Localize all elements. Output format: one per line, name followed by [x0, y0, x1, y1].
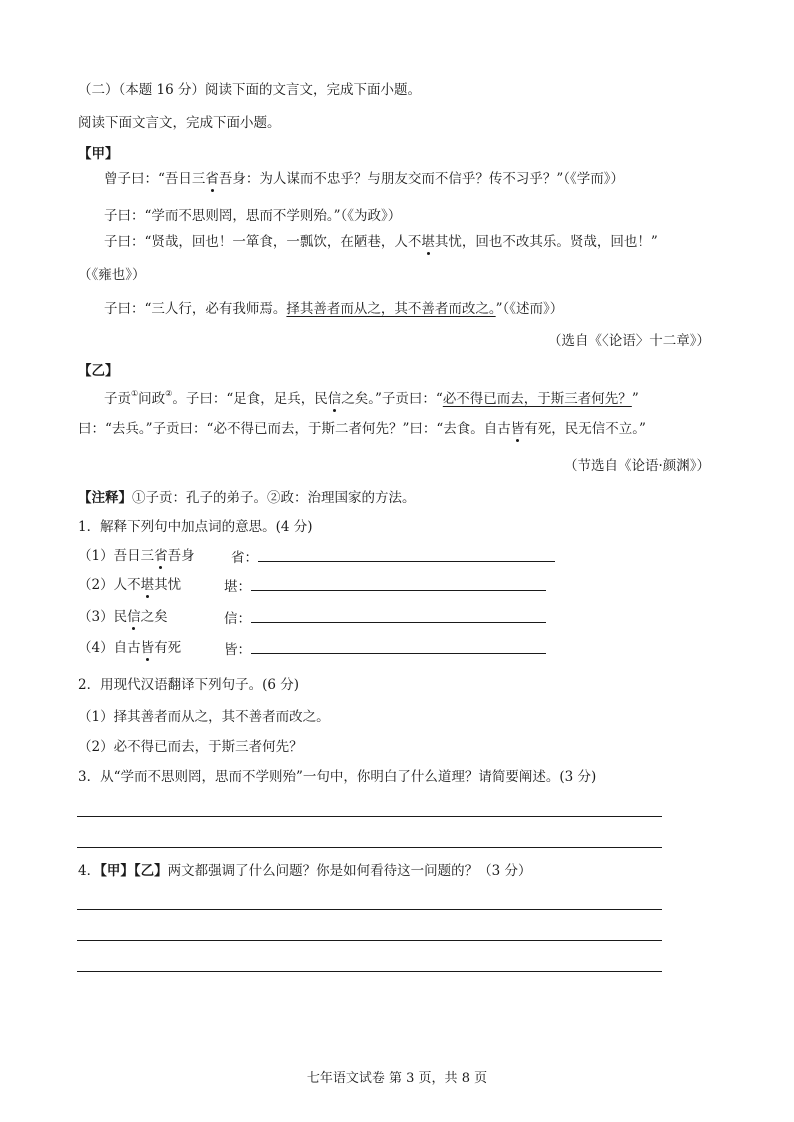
q1-answer-4	[224, 639, 546, 659]
q1-item-post: 吾身	[167, 548, 195, 564]
q1-item-pre: 吾日三	[113, 548, 155, 564]
answer-blank[interactable]	[251, 576, 546, 591]
yi-p1-c: 。子曰：“足食，足兵，民	[172, 391, 328, 407]
q1-answer-label: 堪：	[224, 579, 251, 595]
yi-paragraph-1	[104, 390, 639, 408]
q2-title: 2．用现代汉语翻译下列句子。(6 分)	[78, 677, 300, 693]
q2-item-2: （2）必不得已而去，于斯三者何先？	[78, 739, 303, 755]
jia-paragraph-4	[104, 300, 563, 318]
q1-answer-label: 省：	[231, 550, 258, 566]
dotted-char: 信	[127, 609, 141, 625]
q1-answer-2	[224, 576, 546, 596]
q4-text: 两文都强调了什么问题？你是如何看待这一问题的？（3 分）	[167, 863, 532, 879]
q1-item-4	[78, 639, 181, 657]
q1-answer-label: 皆：	[224, 642, 251, 658]
yi-p1-b: 问政	[138, 391, 166, 407]
yi-label: 【乙】	[78, 363, 119, 379]
answer-blank[interactable]	[251, 608, 546, 623]
page-footer: 七年语文试卷 第 3 页，共 8 页	[306, 1071, 488, 1086]
dotted-char-kan: 堪	[421, 234, 435, 250]
section-title: （二）（本题 16 分）阅读下面的文言文，完成下面小题。	[78, 82, 422, 98]
yi-p1-underlined: 必不得已而去，于斯三者何先？	[442, 391, 632, 407]
q1-item-num: （3）	[78, 609, 114, 625]
notes-label: 【注释】	[78, 490, 132, 506]
yi-p1-e: ”	[631, 391, 639, 407]
yi-source: （节选自《论语·颜渊》）	[563, 458, 710, 474]
note-mark-1: ①	[131, 389, 139, 398]
answer-blank[interactable]	[258, 547, 555, 562]
jia-p4-post: ”（《述而》）	[495, 301, 564, 317]
jia-p4-underlined: 择其善者而从之，其不善者而改之。	[286, 301, 496, 317]
q3-title: 3．从“学而不思则罔，思而不学则殆”一句中，你明白了什么道理？请简要阐述。(3 分)	[78, 769, 597, 785]
answer-line[interactable]	[77, 847, 662, 848]
jia-label: 【甲】	[78, 146, 119, 162]
q1-item-num: （4）	[78, 640, 114, 656]
q1-answer-label: 信：	[224, 611, 251, 627]
jia-paragraph-2: 子曰：“学而不思则罔，思而不学则殆。”（《为政》）	[104, 208, 402, 224]
q1-item-num: （1）	[78, 548, 114, 564]
jia-p3-pre: 子曰：“贤哉，回也！一箪食，一瓢饮，在陋巷，人不	[104, 234, 422, 250]
q1-item-2	[78, 576, 181, 594]
dotted-char-jie: 皆	[510, 421, 525, 437]
dotted-char: 皆	[140, 640, 155, 656]
q1-item-pre: 自古	[113, 640, 141, 656]
jia-paragraph-3	[104, 233, 658, 251]
q4-tag-jia: 【甲】	[100, 863, 134, 879]
notes	[78, 489, 416, 507]
jia-paragraph-1	[104, 170, 624, 188]
dotted-char-xin: 信	[327, 391, 342, 407]
q4-num: 4．	[78, 863, 101, 879]
note-mark-2: ②	[165, 389, 173, 398]
q1-item-3	[78, 608, 168, 626]
dotted-char: 省	[154, 548, 168, 564]
yi-p1-a: 子贡	[104, 391, 131, 407]
section-instruction: 阅读下面文言文，完成下面小题。	[78, 115, 281, 131]
yi-p2-pre: 曰：“去兵。”子贡曰：“必不得已而去，于斯二者何先？”曰：“去食。自古	[78, 421, 511, 437]
answer-line[interactable]	[77, 971, 662, 972]
yi-paragraph-2	[78, 420, 646, 438]
q4-tag-yi: 【乙】	[133, 863, 168, 879]
answer-blank[interactable]	[251, 639, 546, 654]
jia-p1-post: 吾身：为人谋而不忠乎？与朋友交而不信乎？传不习乎？”（《学而》）	[218, 171, 625, 187]
answer-line[interactable]	[77, 909, 662, 910]
dotted-char: 堪	[140, 577, 155, 593]
q4-title	[78, 862, 531, 880]
q1-answer-1	[231, 547, 555, 567]
jia-p3-source: （《雍也》）	[78, 267, 146, 283]
jia-p1-pre: 曾子曰：“吾日三	[104, 171, 206, 187]
jia-source: （选自《〈论语〉十二章》）	[548, 333, 710, 349]
jia-p4-pre: 子曰：“三人行，必有我师焉。	[104, 301, 287, 317]
q1-item-num: （2）	[78, 577, 114, 593]
q1-answer-3	[224, 608, 546, 628]
q2-item-1: （1）择其善者而从之，其不善者而改之。	[78, 709, 330, 725]
q1-item-pre: 人不	[113, 577, 141, 593]
yi-p1-d: 之矣。”子贡曰：“	[341, 391, 443, 407]
answer-line[interactable]	[77, 940, 662, 941]
yi-p2-post: 有死，民无信不立。”	[524, 421, 646, 437]
answer-line[interactable]	[77, 816, 662, 817]
q1-item-post: 有死	[154, 640, 182, 656]
q1-item-post: 之矣	[140, 609, 168, 625]
dotted-char-sheng: 省	[205, 171, 219, 187]
q1-item-1	[78, 547, 195, 565]
q1-item-post: 其忧	[154, 577, 182, 593]
jia-p3-post: 其忧，回也不改其乐。贤哉，回也！”	[434, 234, 658, 250]
notes-text: ①子贡：孔子的弟子。②政：治理国家的方法。	[132, 490, 416, 506]
q1-item-pre: 民	[113, 609, 128, 625]
q1-title: 1．解释下列句中加点词的意思。(4 分)	[78, 519, 313, 535]
